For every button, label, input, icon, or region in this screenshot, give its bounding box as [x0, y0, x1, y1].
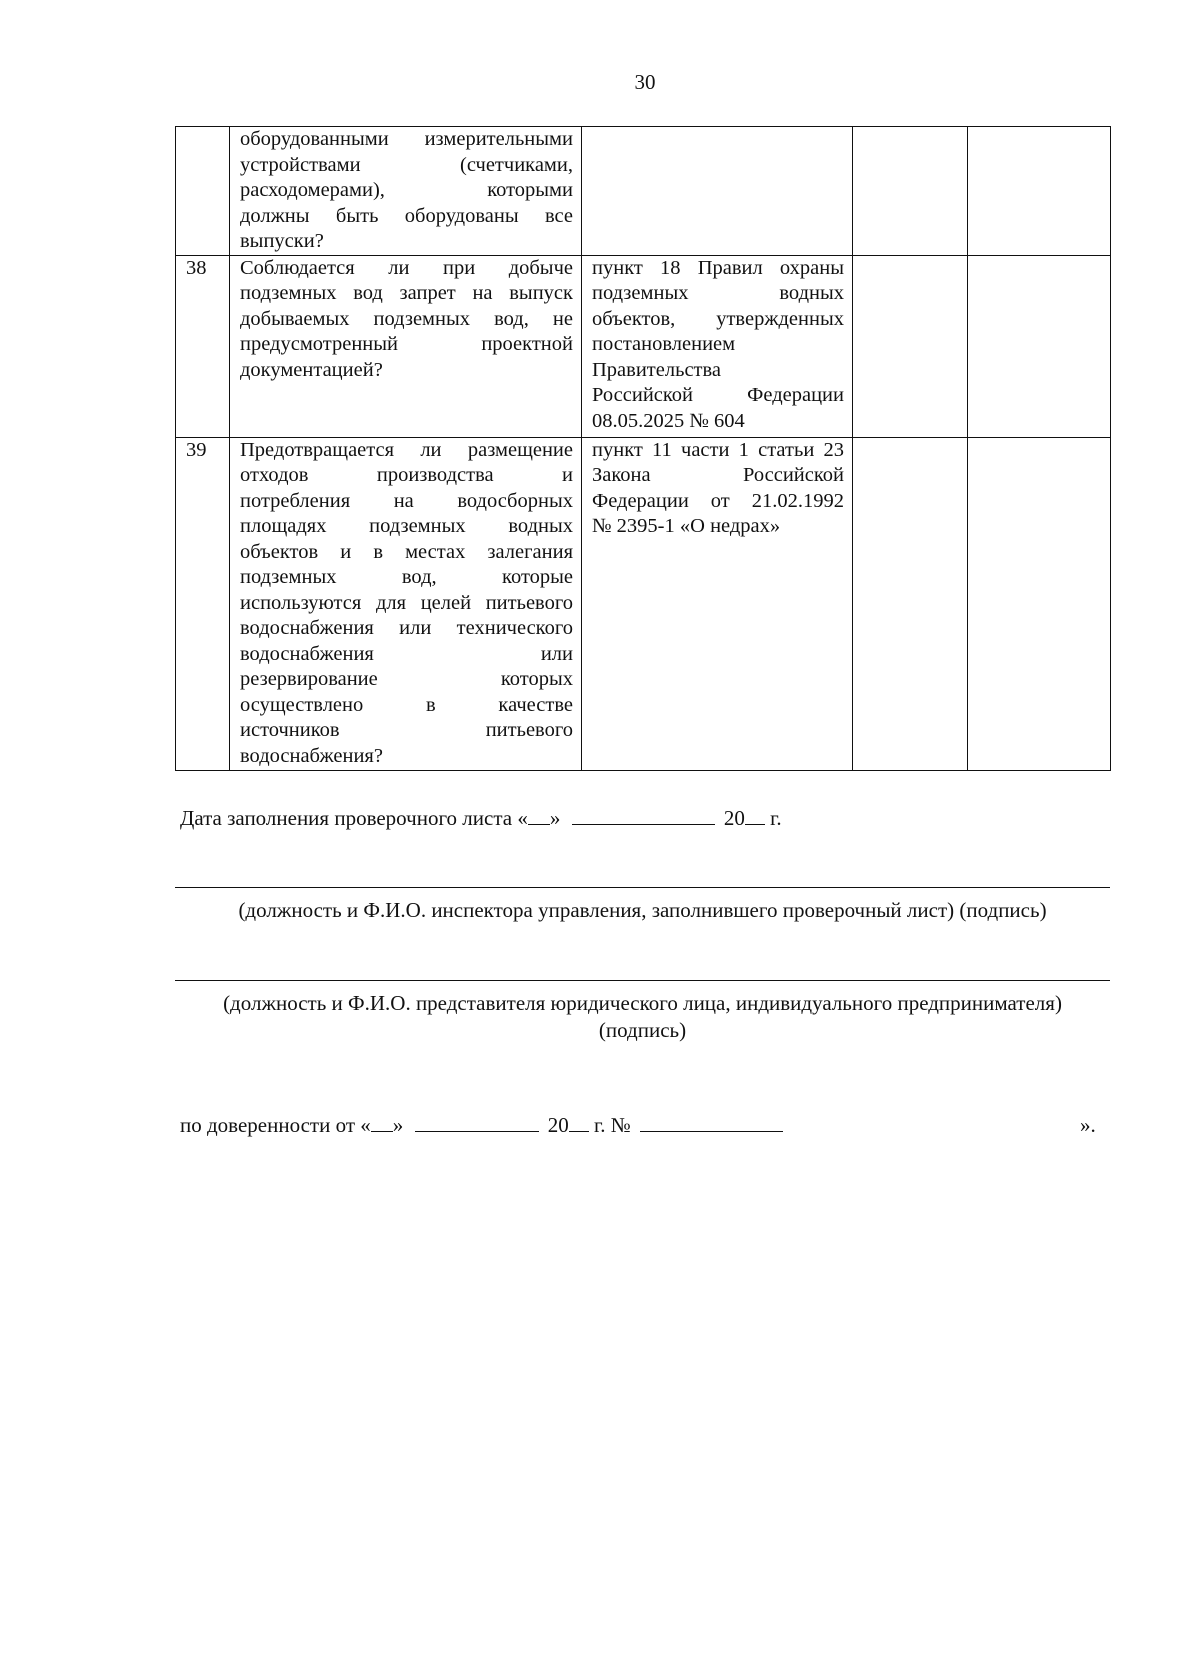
row-number — [176, 127, 230, 256]
date-label: Дата заполнения проверочного листа « — [180, 806, 528, 830]
reference-line: 08.05.2025 № 604 — [592, 409, 745, 432]
question-cell — [230, 255, 582, 437]
question-line: оборудованными измерительными — [240, 128, 573, 150]
proxy-day-blank[interactable] — [371, 1113, 393, 1132]
year-blank[interactable] — [745, 806, 765, 825]
day-blank[interactable] — [528, 806, 550, 825]
question-line: используются для целей питьевого — [240, 591, 573, 614]
question-line: площадях подземных водных — [240, 515, 573, 537]
question-line: водоснабжения или технического — [240, 617, 573, 639]
reference-line: пункт 11 части 1 статьи 23 — [592, 438, 844, 461]
question-line: документацией? — [240, 358, 383, 381]
empty-cell — [968, 127, 1111, 256]
proxy-line — [180, 1113, 783, 1138]
proxy-number-label: г. № — [588, 1113, 631, 1137]
empty-cell — [968, 255, 1111, 437]
year-suffix: г. — [764, 806, 782, 830]
question-line: расходомерами), которыми — [240, 179, 573, 201]
question-line: объектов и в местах залегания — [240, 540, 573, 563]
question-line: Соблюдается ли при добыче — [240, 256, 573, 279]
empty-cell — [968, 437, 1111, 770]
inspector-caption: (должность и Ф.И.О. инспектора управления, заполнившего проверочный лист) (подпись) — [238, 898, 1047, 922]
table-row — [176, 127, 1111, 256]
reference-line: Правительства — [592, 358, 722, 381]
reference-line: подземных водных — [592, 282, 844, 304]
question-line: Предотвращается ли размещение — [240, 438, 573, 461]
representative-signature-line[interactable] — [175, 980, 1110, 981]
empty-cell — [853, 437, 968, 770]
reference-line: объектов, утвержденных — [592, 307, 844, 330]
question-line: потребления на водосборных — [240, 489, 573, 512]
question-line: устройствами (счетчиками, — [240, 153, 573, 176]
question-line: предусмотренный проектной — [240, 333, 573, 355]
empty-cell — [853, 255, 968, 437]
row-number: 39 — [176, 437, 230, 770]
question-line: источников питьевого — [240, 719, 573, 741]
question-line: водоснабжения? — [240, 744, 383, 767]
question-line: отходов производства и — [240, 464, 573, 486]
question-line: добываемых подземных вод, не — [240, 307, 573, 330]
question-line: подземных вод, которые — [240, 566, 573, 588]
proxy-year-blank[interactable] — [569, 1113, 589, 1132]
question-line: должны быть оборудованы все — [240, 204, 573, 227]
question-line: осуществлено в качестве — [240, 693, 573, 716]
proxy-label: по доверенности от « — [180, 1113, 371, 1137]
date-line — [180, 806, 782, 831]
question-line: резервирование которых — [240, 668, 573, 690]
reference-line: Федерации от 21.02.1992 — [592, 489, 844, 512]
empty-cell — [853, 127, 968, 256]
year-prefix: 20 — [723, 806, 745, 830]
reference-line: Российской Федерации — [592, 384, 844, 406]
page-number: 30 — [634, 70, 656, 94]
reference-line: пункт 18 Правил охраны — [592, 256, 844, 279]
proxy-quote-close: » — [392, 1113, 404, 1137]
reference-line: № 2395-1 «О недрах» — [592, 515, 781, 537]
question-line: водоснабжения или — [240, 642, 573, 665]
representative-caption-signature: (подпись) — [598, 1018, 687, 1042]
month-blank[interactable] — [572, 806, 715, 825]
reference-cell — [582, 437, 853, 770]
question-line: подземных вод запрет на выпуск — [240, 282, 573, 304]
row-number: 38 — [176, 255, 230, 437]
reference-line: постановлением — [592, 333, 736, 355]
proxy-month-blank[interactable] — [415, 1113, 539, 1132]
representative-caption: (должность и Ф.И.О. представителя юридического лица, индивидуального предпринимателя) — [223, 991, 1062, 1015]
checklist-table — [175, 126, 1111, 771]
reference-cell — [582, 127, 853, 256]
table-row — [176, 255, 1111, 437]
question-line: выпуски? — [240, 230, 324, 252]
proxy-closing: ». — [1080, 1113, 1096, 1137]
proxy-number-blank[interactable] — [640, 1113, 783, 1132]
question-cell — [230, 437, 582, 770]
reference-line: Закона Российской — [592, 464, 844, 486]
question-cell — [230, 127, 582, 256]
inspector-signature-line[interactable] — [175, 887, 1110, 888]
reference-cell — [582, 255, 853, 437]
date-quote-close: » — [549, 806, 561, 830]
proxy-year-prefix: 20 — [547, 1113, 569, 1137]
table-row — [176, 437, 1111, 770]
